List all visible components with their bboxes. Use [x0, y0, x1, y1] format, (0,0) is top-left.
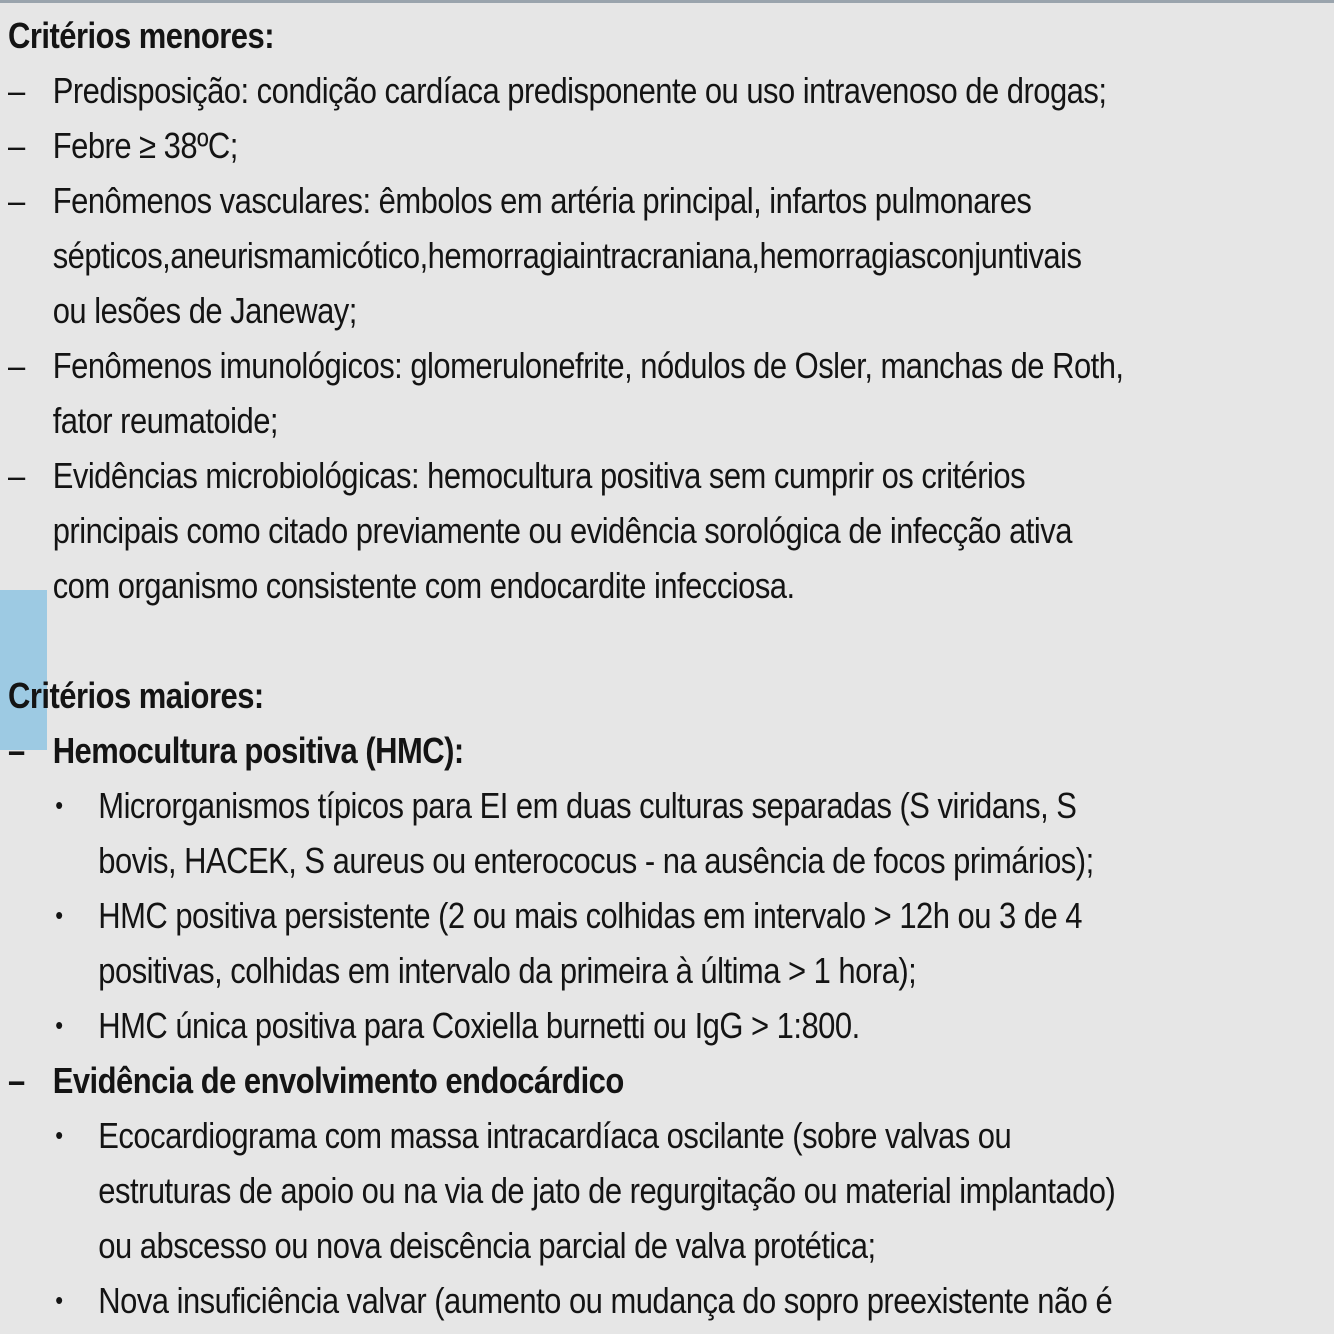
- bullet-text: bovis, HACEK, S aureus ou enterococus - na ausência de focos primários);: [98, 840, 1094, 881]
- list-item-text: principais como citado previamente ou evidência sorológica de infecção ativa: [52, 510, 1072, 551]
- bullet-mark: •: [55, 900, 63, 930]
- bullet-text: Microrganismos típicos para EI em duas culturas separadas (S viridans, S: [98, 785, 1077, 826]
- bullet-text: Nova insuficiência valvar (aumento ou mudança do sopro preexistente não é: [98, 1280, 1113, 1321]
- list-item-text: Fenômenos imunológicos: glomerulonefrite, nódulos de Osler, manchas de Roth,: [52, 345, 1124, 386]
- list-dash: –: [8, 345, 25, 386]
- document-page: Critérios menores: – Predisposição: condição cardíaca predisponente ou uso intravenoso de drogas; – Febre ≥ 38ºC; – Fenômenos vasculares: êmbolos em artéria principal, infartos pulmonares sépticos,aneurismamicótico,hemorragiaintracraniana,hemorragiasconjuntivais ou lesões de Janeway; – Fenômenos imunológicos: glomerulonefrite, nódulos de Osler, manchas de Roth, fator reumatoide; – Evidências microbiológicas: hemocultura positiva sem cumprir os critérios principais como citado previamente ou evidência sorológica de infecção ativa com organismo consistente com endocardite infecciosa. Critérios maiores: – Hemocultura positiva (HMC): • Microrganismos típicos para EI em duas culturas separadas (S viridans, S bovis, HACEK, S aureus ou enterococus - na ausência de focos primários); • HMC positiva persistente (2 ou mais colhidas em intervalo > 12h ou 3 de 4 positivas, colhidas em intervalo da primeira à última > 1 hora); • HMC única positiva para Coxiella burnetti ou IgG > 1:800. – Evidência de envolvimento endocárdico • Ecocardiograma com massa intracardíaca oscilante (sobre valvas ou estruturas de apoio ou na via de jato de regurgitação ou material implantado) ou abscesso ou nova deiscência parcial de valva protética; • Nova insuficiência valvar (aumento ou mudança do sopro preexistente não é: [8, 8, 1334, 1334]
- list-item-text: ou lesões de Janeway;: [52, 290, 357, 331]
- bullet-text: estruturas de apoio ou na via de jato de regurgitação ou material implantado): [98, 1170, 1116, 1211]
- group-title: Evidência de envolvimento endocárdico: [52, 1060, 624, 1101]
- list-item-text: com organismo consistente com endocardite infecciosa.: [52, 565, 795, 606]
- list-dash: –: [8, 180, 25, 221]
- list-item-text: Febre ≥ 38ºC;: [52, 125, 238, 166]
- bullet-text: HMC única positiva para Coxiella burnetti ou IgG > 1:800.: [98, 1005, 860, 1046]
- list-item-text: Predisposição: condição cardíaca predisponente ou uso intravenoso de drogas;: [52, 70, 1107, 111]
- bullet-mark: •: [55, 1010, 63, 1040]
- bullet-mark: •: [55, 790, 63, 820]
- list-dash: –: [8, 730, 25, 771]
- bullet-text: ou abscesso ou nova deiscência parcial de valva protética;: [98, 1225, 876, 1266]
- list-item-text: sépticos,aneurismamicótico,hemorragiaintracraniana,hemorragiasconjuntivais: [52, 235, 1082, 276]
- list-item-text: Fenômenos vasculares: êmbolos em artéria principal, infartos pulmonares: [52, 180, 1032, 221]
- bullet-text: HMC positiva persistente (2 ou mais colhidas em intervalo > 12h ou 3 de 4: [98, 895, 1082, 936]
- list-dash: –: [8, 125, 25, 166]
- group-title: Hemocultura positiva (HMC):: [52, 730, 464, 771]
- list-item-text: fator reumatoide;: [52, 400, 278, 441]
- list-dash: –: [8, 1060, 25, 1101]
- top-border: [0, 0, 1334, 3]
- list-dash: –: [8, 70, 25, 111]
- list-dash: –: [8, 455, 25, 496]
- bullet-text: positivas, colhidas em intervalo da primeira à última > 1 hora);: [98, 950, 917, 991]
- bullet-mark: •: [55, 1120, 63, 1150]
- bullet-text: Ecocardiograma com massa intracardíaca oscilante (sobre valvas ou: [98, 1115, 1012, 1156]
- list-item-text: Evidências microbiológicas: hemocultura positiva sem cumprir os critérios: [52, 455, 1026, 496]
- bullet-mark: •: [55, 1285, 63, 1315]
